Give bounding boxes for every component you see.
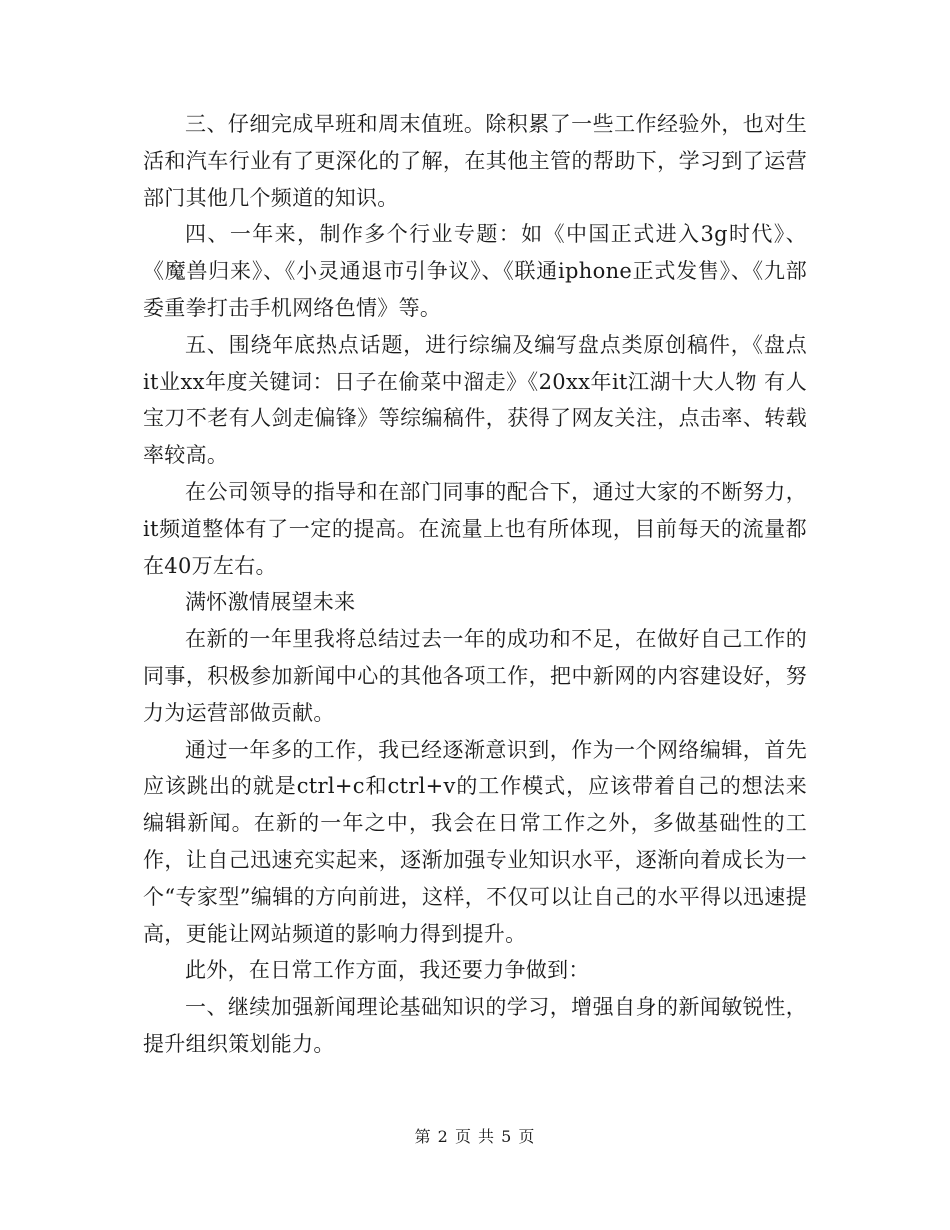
paragraph: 四、一年来，制作多个行业专题：如《中国正式进入3g时代》、《魔兽归来》、《小灵通退市引争议》、《联通iphone正式发售》、《九部委重拳打击手机网络色情》等。 xyxy=(143,222,807,320)
paragraph: 通过一年多的工作，我已经逐渐意识到，作为一个网络编辑，首先应该跳出的就是ctrl+c和ctrl+v的工作模式，应该带着自己的想法来编辑新闻。在新的一年之中，我会在日常工作之外，多做基础性的工作，让自己迅速充实起来，逐渐加强专业知识水平，逐渐向着成长为一个“专家型”编辑的方向前进，这样，不仅可以让自己的水平得以迅速提高，更能让网站频道的影响力得到提升。 xyxy=(143,737,807,946)
paragraph: 五、围绕年底热点话题，进行综编及编写盘点类原创稿件，《盘点it业xx年度关键词：日子在偷菜中溜走》《20xx年it江湖十大人物 有人宝刀不老有人剑走偏锋》等综编稿件，获得了网友关注，点击率、转载率较高。 xyxy=(143,332,807,468)
section-heading: 满怀激情展望未来 xyxy=(185,590,356,615)
paragraph: 在新的一年里我将总结过去一年的成功和不足，在做好自己工作的同事，积极参加新闻中心的其他各项工作，把中新网的内容建设好，努力为运营部做贡献。 xyxy=(143,627,807,725)
page-number: 第 2 页 共 5 页 xyxy=(414,1127,536,1146)
paragraph: 此外，在日常工作方面，我还要力争做到： xyxy=(185,958,590,983)
paragraph: 一、继续加强新闻理论基础知识的学习，增强自身的新闻敏锐性，提升组织策划能力。 xyxy=(143,995,807,1056)
document-body xyxy=(143,106,807,1063)
paragraph: 在公司领导的指导和在部门同事的配合下，通过大家的不断努力，it频道整体有了一定的提高。在流量上也有所体现，目前每天的流量都在40万左右。 xyxy=(143,479,807,578)
paragraph: 三、仔细完成早班和周末值班。除积累了一些工作经验外，也对生活和汽车行业有了更深化的了解，在其他主管的帮助下，学习到了运营部门其他几个频道的知识。 xyxy=(143,112,807,210)
